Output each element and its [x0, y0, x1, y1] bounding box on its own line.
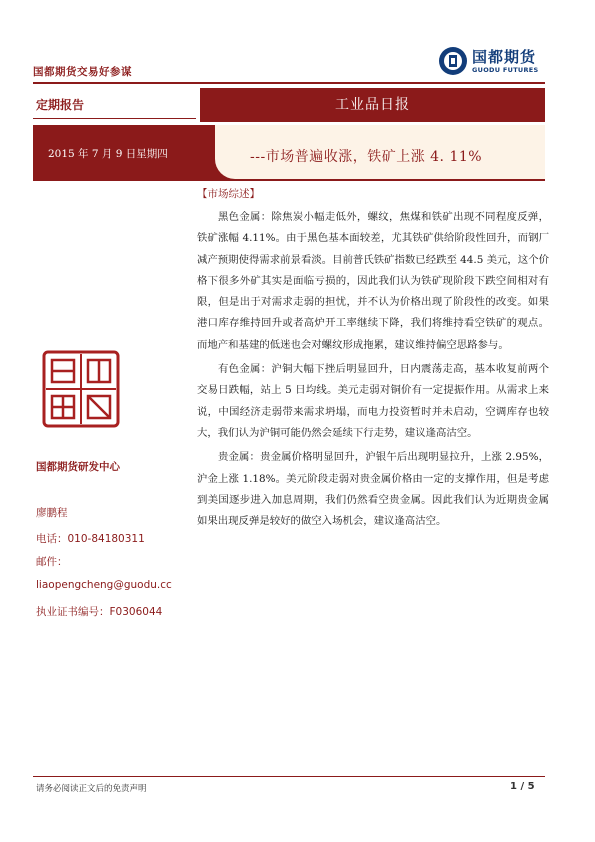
header-divider [33, 82, 545, 84]
report-title: 工业品日报 [335, 97, 410, 113]
email-label: 邮件： [36, 556, 68, 568]
red-seal-stamp-icon [42, 350, 120, 428]
company-logo [438, 44, 566, 78]
report-date: 2015 年 7 月 9 日星期四 [48, 148, 168, 160]
paragraph-nonferrous-metals: 有色金属：沪铜大幅下挫后明显回升，日内震荡走高，基本收复前两个交易日跌幅，站上 5 日均线。美元走弱对铜价有一定提振作用。从需求上来说，中国经济走弱带来需求坍塌，而电力投资暂时并未启动，空调库存也较大，我们认为沪铜可能仍然会延续下行走势，建议逢高沽空。 [197, 363, 549, 439]
analyst-license-number: 执业证书编号：F0306044 [36, 606, 163, 618]
paragraph-ferrous-metals: 黑色金属：除焦炭小幅走低外，螺纹，焦煤和铁矿出现不同程度反弹，铁矿涨幅 4.11%。由于黑色基本面较差，尤其铁矿供给阶段性回升，而钢厂减产预期使得需求前景看淡。目前普氏铁矿指数已经跌至 44.5 美元，这个价格下很多外矿其实是面临亏损的，因此我们认为铁矿现阶段下跌空间相对有限，但是出于对需求走弱的担忧，并不认为价格出现了阶段性的改变。如果港口库存维持回升或者高炉开工率继续下降，我们将维持看空铁矿的观点。而地产和基建的低迷也会对螺纹形成拖累，建议维持偏空思路参与。 [197, 211, 549, 351]
logo-chinese-name: 国都期货 [472, 48, 537, 66]
analyst-email-link[interactable]: liaopengcheng@guodu.cc [36, 579, 172, 591]
report-type-underline [33, 118, 196, 119]
disclaimer-notice: 请务必阅读正文后的免责声明 [36, 784, 147, 794]
page-number: 1 / 5 [510, 781, 535, 792]
report-headline: ---市场普遍收涨，铁矿上涨 4. 11% [250, 149, 483, 165]
footer-divider [33, 776, 545, 777]
header-slogan: 国都期货交易好参谋 [33, 66, 132, 78]
analyst-phone: 电话：010-84180311 [36, 533, 145, 545]
analyst-name: 廖鹏程 [36, 507, 68, 519]
paragraph-precious-metals: 贵金属：贵金属价格明显回升，沪银午后出现明显拉升，上涨 2.95%，沪金上涨 1.18%。美元阶段走弱对贵金属价格由一定的支撑作用，但是考虑到美国逐步进入加息周期，我们仍然看空贵金属。因此我们认为近期贵金属如果出现反弹是较好的做空入场机会，建议逢高沽空。 [197, 451, 549, 528]
section-title: 【市场综述】 [197, 188, 260, 200]
main-text [197, 207, 549, 535]
guodu-logo-mark-icon [438, 46, 468, 76]
logo-english-name: GUODU FUTURES [472, 66, 539, 74]
research-center-name: 国都期货研发中心 [36, 461, 120, 473]
report-type-label: 定期报告 [36, 98, 85, 112]
